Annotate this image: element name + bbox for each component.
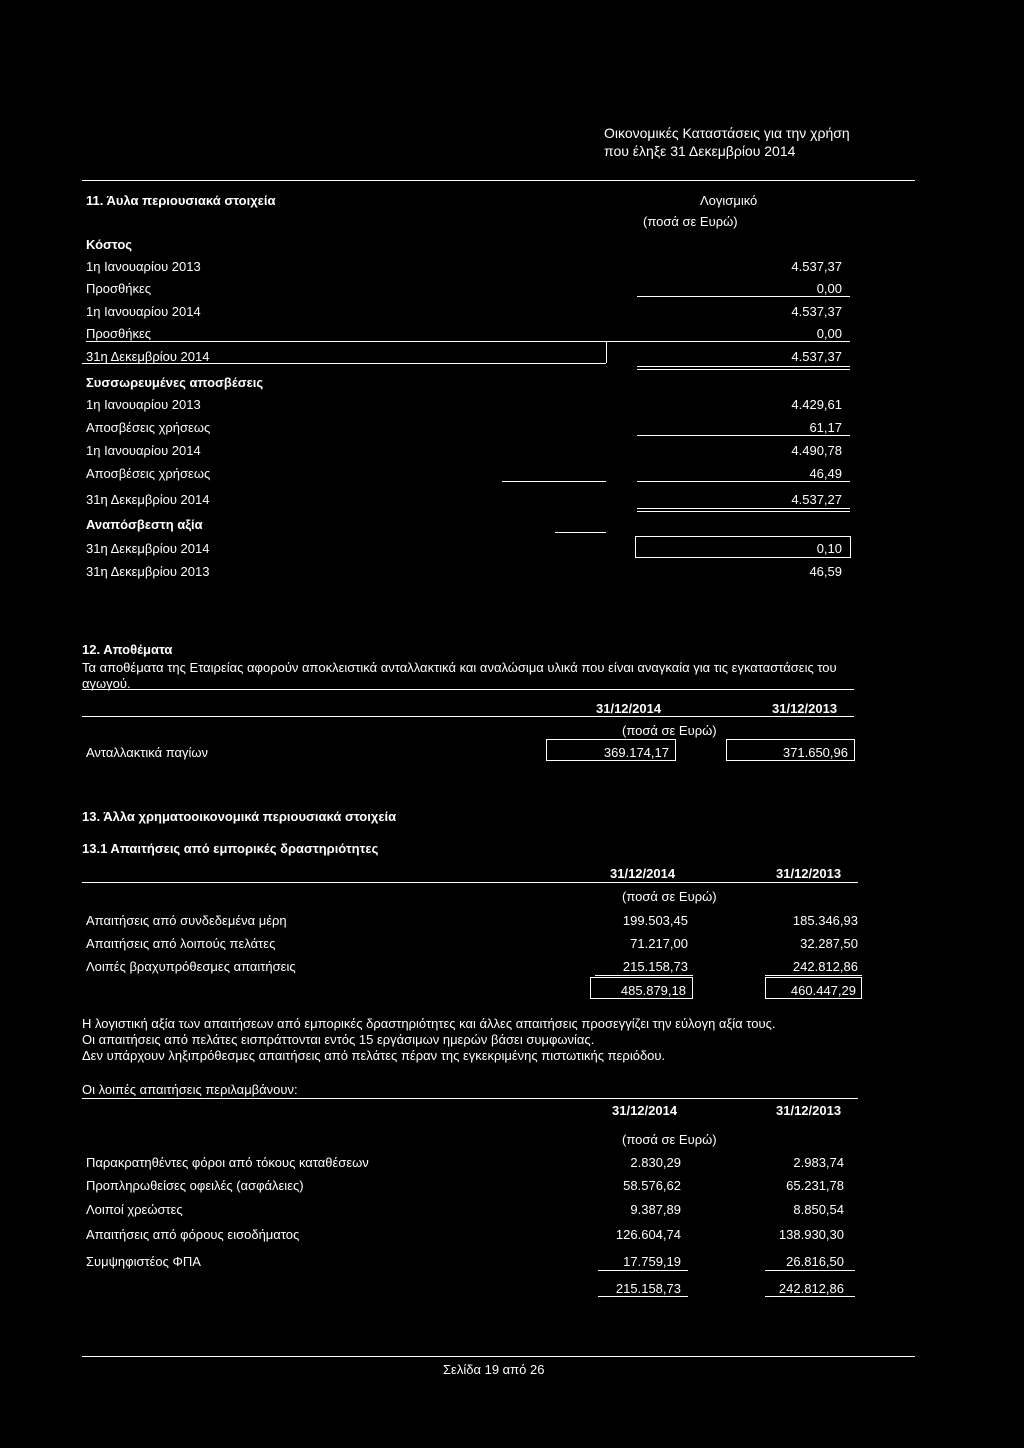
- s11-title: 11. Άυλα περιουσιακά στοιχεία: [86, 193, 276, 208]
- s11-double-rule: [637, 366, 850, 367]
- s12-title: 12. Αποθέματα: [82, 642, 173, 657]
- s11-cost-label-0: 1η Ιανουαρίου 2013: [86, 259, 201, 274]
- s11-cost-label-4: 31η Δεκεμβρίου 2014: [86, 349, 210, 364]
- s11-dep-heading: Συσσωρευμένες αποσβέσεις: [86, 375, 264, 390]
- s13-rule: [82, 882, 858, 883]
- s12-row-v1: 369.174,17: [603, 745, 669, 760]
- s13-other-v1-0: 2.830,29: [630, 1155, 681, 1170]
- s11-dep-label-2: 1η Ιανουαρίου 2014: [86, 443, 201, 458]
- s13-row-v1-1: 71.217,00: [630, 936, 688, 951]
- s11-rule: [606, 341, 607, 363]
- s11-cost-value-1: 0,00: [816, 281, 842, 296]
- s11-dep-label-3: Αποσβέσεις χρήσεως: [86, 466, 211, 481]
- s13-rule: [598, 1270, 688, 1271]
- s13-other-label-2: Λοιποί χρεώστες: [86, 1202, 183, 1217]
- s13-other-label-1: Προπληρωθείσες οφειλές (ασφάλειες): [86, 1178, 304, 1193]
- s11-dep-value-3: 46,49: [809, 466, 842, 481]
- s13-col1: 31/12/2014: [610, 866, 676, 881]
- s11-rule: [637, 481, 850, 482]
- s11-cost-label-3: Προσθήκες: [86, 326, 152, 341]
- header-subtitle: που έληξε 31 Δεκεμβρίου 2014: [604, 143, 796, 159]
- s11-col-title: Λογισμικό: [700, 193, 758, 208]
- s13-other-label-4: Συμψηφιστέος ΦΠΑ: [86, 1254, 201, 1269]
- s11-cost-value-3: 0,00: [816, 326, 842, 341]
- s11-dep-label-4: 31η Δεκεμβρίου 2014: [86, 492, 210, 507]
- s13-note-2: Δεν υπάρχουν ληξιπρόθεσμες απαιτήσεις από πελάτες πέραν της εγκεκριμένης πιστωτικής περιόδου.: [82, 1048, 666, 1063]
- s13-other-total-v2: 242.812,86: [778, 1281, 844, 1296]
- s13-rule: [765, 1296, 855, 1297]
- s13-other-v2-4: 26.816,50: [786, 1254, 844, 1269]
- s11-nbv-heading: Αναπόσβεστη αξία: [86, 517, 203, 532]
- s13-col2: 31/12/2013: [776, 866, 842, 881]
- s11-dep-label-0: 1η Ιανουαρίου 2013: [86, 397, 201, 412]
- page-number: Σελίδα 19 από 26: [443, 1362, 545, 1377]
- s12-col2: 31/12/2013: [772, 701, 838, 716]
- s13-row-label-1: Απαιτήσεις από λοιπούς πελάτες: [86, 936, 276, 951]
- s11-nbv-value-1: 46,59: [809, 564, 842, 579]
- s13-rule: [765, 975, 862, 976]
- s13-other-v1-2: 9.387,89: [630, 1202, 681, 1217]
- s12-desc-line1: Τα αποθέματα της Εταιρείας αφορούν αποκλειστικά ανταλλακτικά και αναλώσιμα υλικά που είναι αναγκαία για τις εγκαταστάσεις του: [82, 660, 837, 675]
- s12-rule: [82, 716, 854, 717]
- header-title: Οικονομικές Καταστάσεις για την χρήση: [604, 125, 850, 141]
- s13-rule: [598, 1296, 688, 1297]
- s13-other-v2-0: 2.983,74: [793, 1155, 844, 1170]
- s13-row-v1-2: 215.158,73: [622, 959, 688, 974]
- s11-dep-value-4: 4.537,27: [791, 492, 842, 507]
- s11-col-unit: (ποσά σε Ευρώ): [643, 214, 738, 229]
- s13-row-label-0: Απαιτήσεις από συνδεδεμένα μέρη: [86, 913, 287, 928]
- s13-other-total-v1: 215.158,73: [615, 1281, 681, 1296]
- s13-total-v1: 485.879,18: [620, 983, 686, 998]
- s11-rule: [82, 363, 606, 364]
- s11-cost-heading: Κόστος: [86, 237, 133, 252]
- s13-note-1: Οι απαιτήσεις από πελάτες εισπράττονται εντός 15 εργάσιμων ημερών βάσει συμφωνίας.: [82, 1032, 595, 1047]
- s11-rule: [637, 296, 850, 297]
- s11-nbv-label-0: 31η Δεκεμβρίου 2014: [86, 541, 210, 556]
- s12-unit: (ποσά σε Ευρώ): [622, 723, 717, 738]
- s11-double-rule: [637, 508, 850, 509]
- s11-cost-label-2: 1η Ιανουαρίου 2014: [86, 304, 201, 319]
- s12-row-v2: 371.650,96: [782, 745, 848, 760]
- s13-rule: [82, 1098, 858, 1099]
- s13-rule: [595, 975, 693, 976]
- s13-other-unit: (ποσά σε Ευρώ): [622, 1132, 717, 1147]
- s13-rule: [765, 1270, 855, 1271]
- s11-nbv-label-1: 31η Δεκεμβρίου 2013: [86, 564, 210, 579]
- s13-note-0: Η λογιστική αξία των απαιτήσεων από εμπορικές δραστηριότητες και άλλες απαιτήσεις προσεγγίζει την εύλογη αξία τους.: [82, 1016, 776, 1031]
- s11-dep-value-2: 4.490,78: [791, 443, 842, 458]
- s11-double-rule: [637, 511, 850, 512]
- s13-other-v1-1: 58.576,62: [623, 1178, 681, 1193]
- s11-cost-value-0: 4.537,37: [791, 259, 842, 274]
- header-rule: [82, 180, 915, 181]
- s13-other-label-0: Παρακρατηθέντες φόροι από τόκους καταθέσεων: [86, 1155, 369, 1170]
- s13-other-col2: 31/12/2013: [776, 1103, 842, 1118]
- s13-other-v1-3: 126.604,74: [615, 1227, 681, 1242]
- s13-unit: (ποσά σε Ευρώ): [622, 889, 717, 904]
- s11-dep-value-0: 4.429,61: [791, 397, 842, 412]
- s11-dep-value-1: 61,17: [809, 420, 842, 435]
- s13-row-v2-2: 242.812,86: [792, 959, 858, 974]
- s13-row-v1-0: 199.503,45: [622, 913, 688, 928]
- s12-col1: 31/12/2014: [596, 701, 662, 716]
- s13-other-v2-2: 8.850,54: [793, 1202, 844, 1217]
- s13-title: 13. Άλλα χρηματοοικονομικά περιουσιακά στοιχεία: [82, 809, 397, 824]
- s11-cost-value-4: 4.537,37: [791, 349, 842, 364]
- s11-cost-label-1: Προσθήκες: [86, 281, 152, 296]
- s13-other-label-3: Απαιτήσεις από φόρους εισοδήματος: [86, 1227, 300, 1242]
- s13-other-col1: 31/12/2014: [612, 1103, 678, 1118]
- s12-row-label: Ανταλλακτικά παγίων: [86, 745, 209, 760]
- s12-desc-line2: αγωγού.: [82, 676, 131, 691]
- s11-rule: [555, 532, 606, 533]
- s11-cost-value-2: 4.537,37: [791, 304, 842, 319]
- s13-other-v2-3: 138.930,30: [778, 1227, 844, 1242]
- s12-rule: [82, 689, 854, 690]
- s13-other-title: Οι λοιπές απαιτήσεις περιλαμβάνουν:: [82, 1082, 298, 1097]
- s13-other-v2-1: 65.231,78: [786, 1178, 844, 1193]
- s11-rule: [637, 435, 850, 436]
- footer-rule: [82, 1356, 915, 1357]
- s11-nbv-value-0: 0,10: [816, 541, 842, 556]
- s13-1-title: 13.1 Απαιτήσεις από εμπορικές δραστηριότητες: [82, 841, 379, 856]
- s13-row-label-2: Λοιπές βραχυπρόθεσμες απαιτήσεις: [86, 959, 296, 974]
- s13-row-v2-1: 32.287,50: [800, 936, 858, 951]
- s11-dep-label-1: Αποσβέσεις χρήσεως: [86, 420, 211, 435]
- s11-rule: [86, 341, 850, 342]
- s13-total-v2: 460.447,29: [790, 983, 856, 998]
- s11-double-rule: [637, 369, 850, 370]
- s13-row-v2-0: 185.346,93: [792, 913, 858, 928]
- s13-other-v1-4: 17.759,19: [623, 1254, 681, 1269]
- s11-rule: [502, 481, 606, 482]
